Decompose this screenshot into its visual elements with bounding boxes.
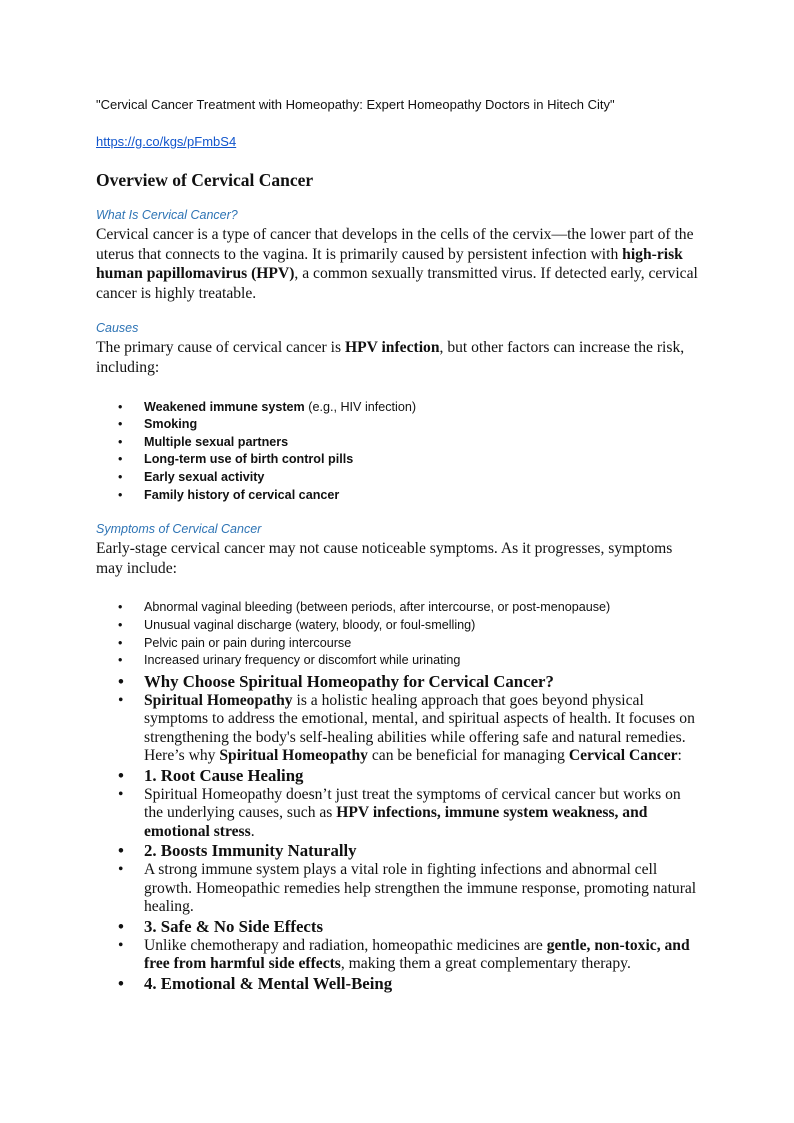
- point2-heading: • 2. Boosts Immunity Naturally: [96, 841, 700, 861]
- what-is-paragraph: [96, 225, 700, 303]
- list-item: [96, 469, 700, 487]
- document-page: [96, 96, 700, 994]
- why-intro-bold-a: Spiritual Homeopathy: [144, 691, 293, 709]
- causes-text-c: , but other factors can increase the risk, including:: [96, 339, 685, 376]
- cause-label: Weakened immune system: [144, 399, 305, 414]
- why-intro: [96, 692, 700, 766]
- causes-text-a: The primary cause of cervical cancer is: [96, 339, 345, 357]
- list-item: • Increased urinary frequency or discomfort while urinating: [96, 652, 700, 670]
- list-item: • Pelvic pain or pain during intercourse: [96, 635, 700, 653]
- list-item: [96, 451, 700, 469]
- why-intro-text-f: :: [677, 747, 682, 765]
- point3-text-bold: gentle, non-toxic, and free from harmful side effects: [144, 936, 690, 973]
- why-intro-text-d: can be beneficial for managing: [367, 747, 569, 765]
- point3-text-a: Unlike chemotherapy and radiation, homeopathic medicines are: [144, 936, 547, 954]
- why-heading: • Why Choose Spiritual Homeopathy for Cervical Cancer?: [96, 672, 700, 692]
- symptoms-list: [96, 599, 700, 669]
- what-is-text-a: Cervical cancer is a type of cancer that develops in the cells of the cervix—the lower part of the uterus that connects to the vagina. It is primarily caused by persistent infection with: [96, 226, 694, 263]
- point4-heading: • 4. Emotional & Mental Well-Being: [96, 974, 700, 994]
- point1-text-c: .: [250, 822, 255, 840]
- point1-text-bold: HPV infections, immune system weakness, and emotional stress: [144, 804, 648, 840]
- point2-text: • A strong immune system plays a vital role in fighting infections and abnormal cell growth. Homeopathic remedies help strengthen the immune response, promoting natural healing.: [96, 861, 700, 917]
- list-item: • Unusual vaginal discharge (watery, bloody, or foul-smelling): [96, 617, 700, 635]
- symptoms-paragraph: Early-stage cervical cancer may not cause noticeable symptoms. As it progresses, symptoms may include:: [96, 540, 673, 577]
- point1-text-a: Spiritual Homeopathy doesn’t just treat the symptoms of cervical cancer but works on the underlying causes, such as: [144, 785, 681, 822]
- why-intro-text-b: is a holistic healing approach that goes beyond physical symptoms to address the emotional, mental, and spiritual aspects of health. It focuses on strengthening the body's self-healing abilities while offering safe and natural remedies. Here’s why: [144, 691, 695, 765]
- what-is-heading: What Is Cervical Cancer?: [96, 208, 238, 222]
- cause-detail: (e.g., HIV infection): [304, 399, 417, 414]
- list-item: [96, 416, 700, 434]
- point3-heading: • 3. Safe & No Side Effects: [96, 917, 700, 937]
- why-intro-bold-e: Cervical Cancer: [568, 747, 678, 765]
- why-list: [96, 672, 700, 994]
- why-intro-bold-c: Spiritual Homeopathy: [219, 747, 368, 765]
- what-is-text-c: , a common sexually transmitted virus. If detected early, cervical cancer is highly treatable.: [96, 265, 698, 302]
- point1-text: [96, 786, 700, 842]
- cause-label: Long-term use of birth control pills: [144, 452, 354, 467]
- list-item: • Abnormal vaginal bleeding (between periods, after intercourse, or post-menopause): [96, 599, 700, 617]
- causes-heading: Causes: [96, 321, 139, 336]
- what-is-text-hpv: high-risk human papillomavirus (HPV): [96, 245, 683, 283]
- list-item: [96, 399, 700, 417]
- point3-text-c: , making them a great complementary therapy.: [340, 955, 631, 973]
- causes-paragraph: [96, 338, 700, 377]
- causes-text-hpv: HPV infection: [344, 339, 440, 357]
- cause-label: Multiple sexual partners: [144, 434, 289, 449]
- symptoms-heading: Symptoms of Cervical Cancer: [96, 522, 262, 537]
- cause-label: Smoking: [144, 417, 198, 432]
- cause-label: Family history of cervical cancer: [144, 487, 340, 502]
- cause-label: Early sexual activity: [144, 469, 265, 484]
- point3-text: [96, 937, 700, 974]
- document-title: "Cervical Cancer Treatment with Homeopathy: Expert Homeopathy Doctors in Hitech City": [96, 97, 615, 112]
- point1-heading: • 1. Root Cause Healing: [96, 766, 700, 786]
- causes-list: [96, 399, 700, 505]
- reference-link[interactable]: https://g.co/kgs/pFmbS4: [96, 134, 237, 149]
- list-item: [96, 487, 700, 505]
- overview-heading: Overview of Cervical Cancer: [96, 170, 314, 190]
- list-item: [96, 434, 700, 452]
